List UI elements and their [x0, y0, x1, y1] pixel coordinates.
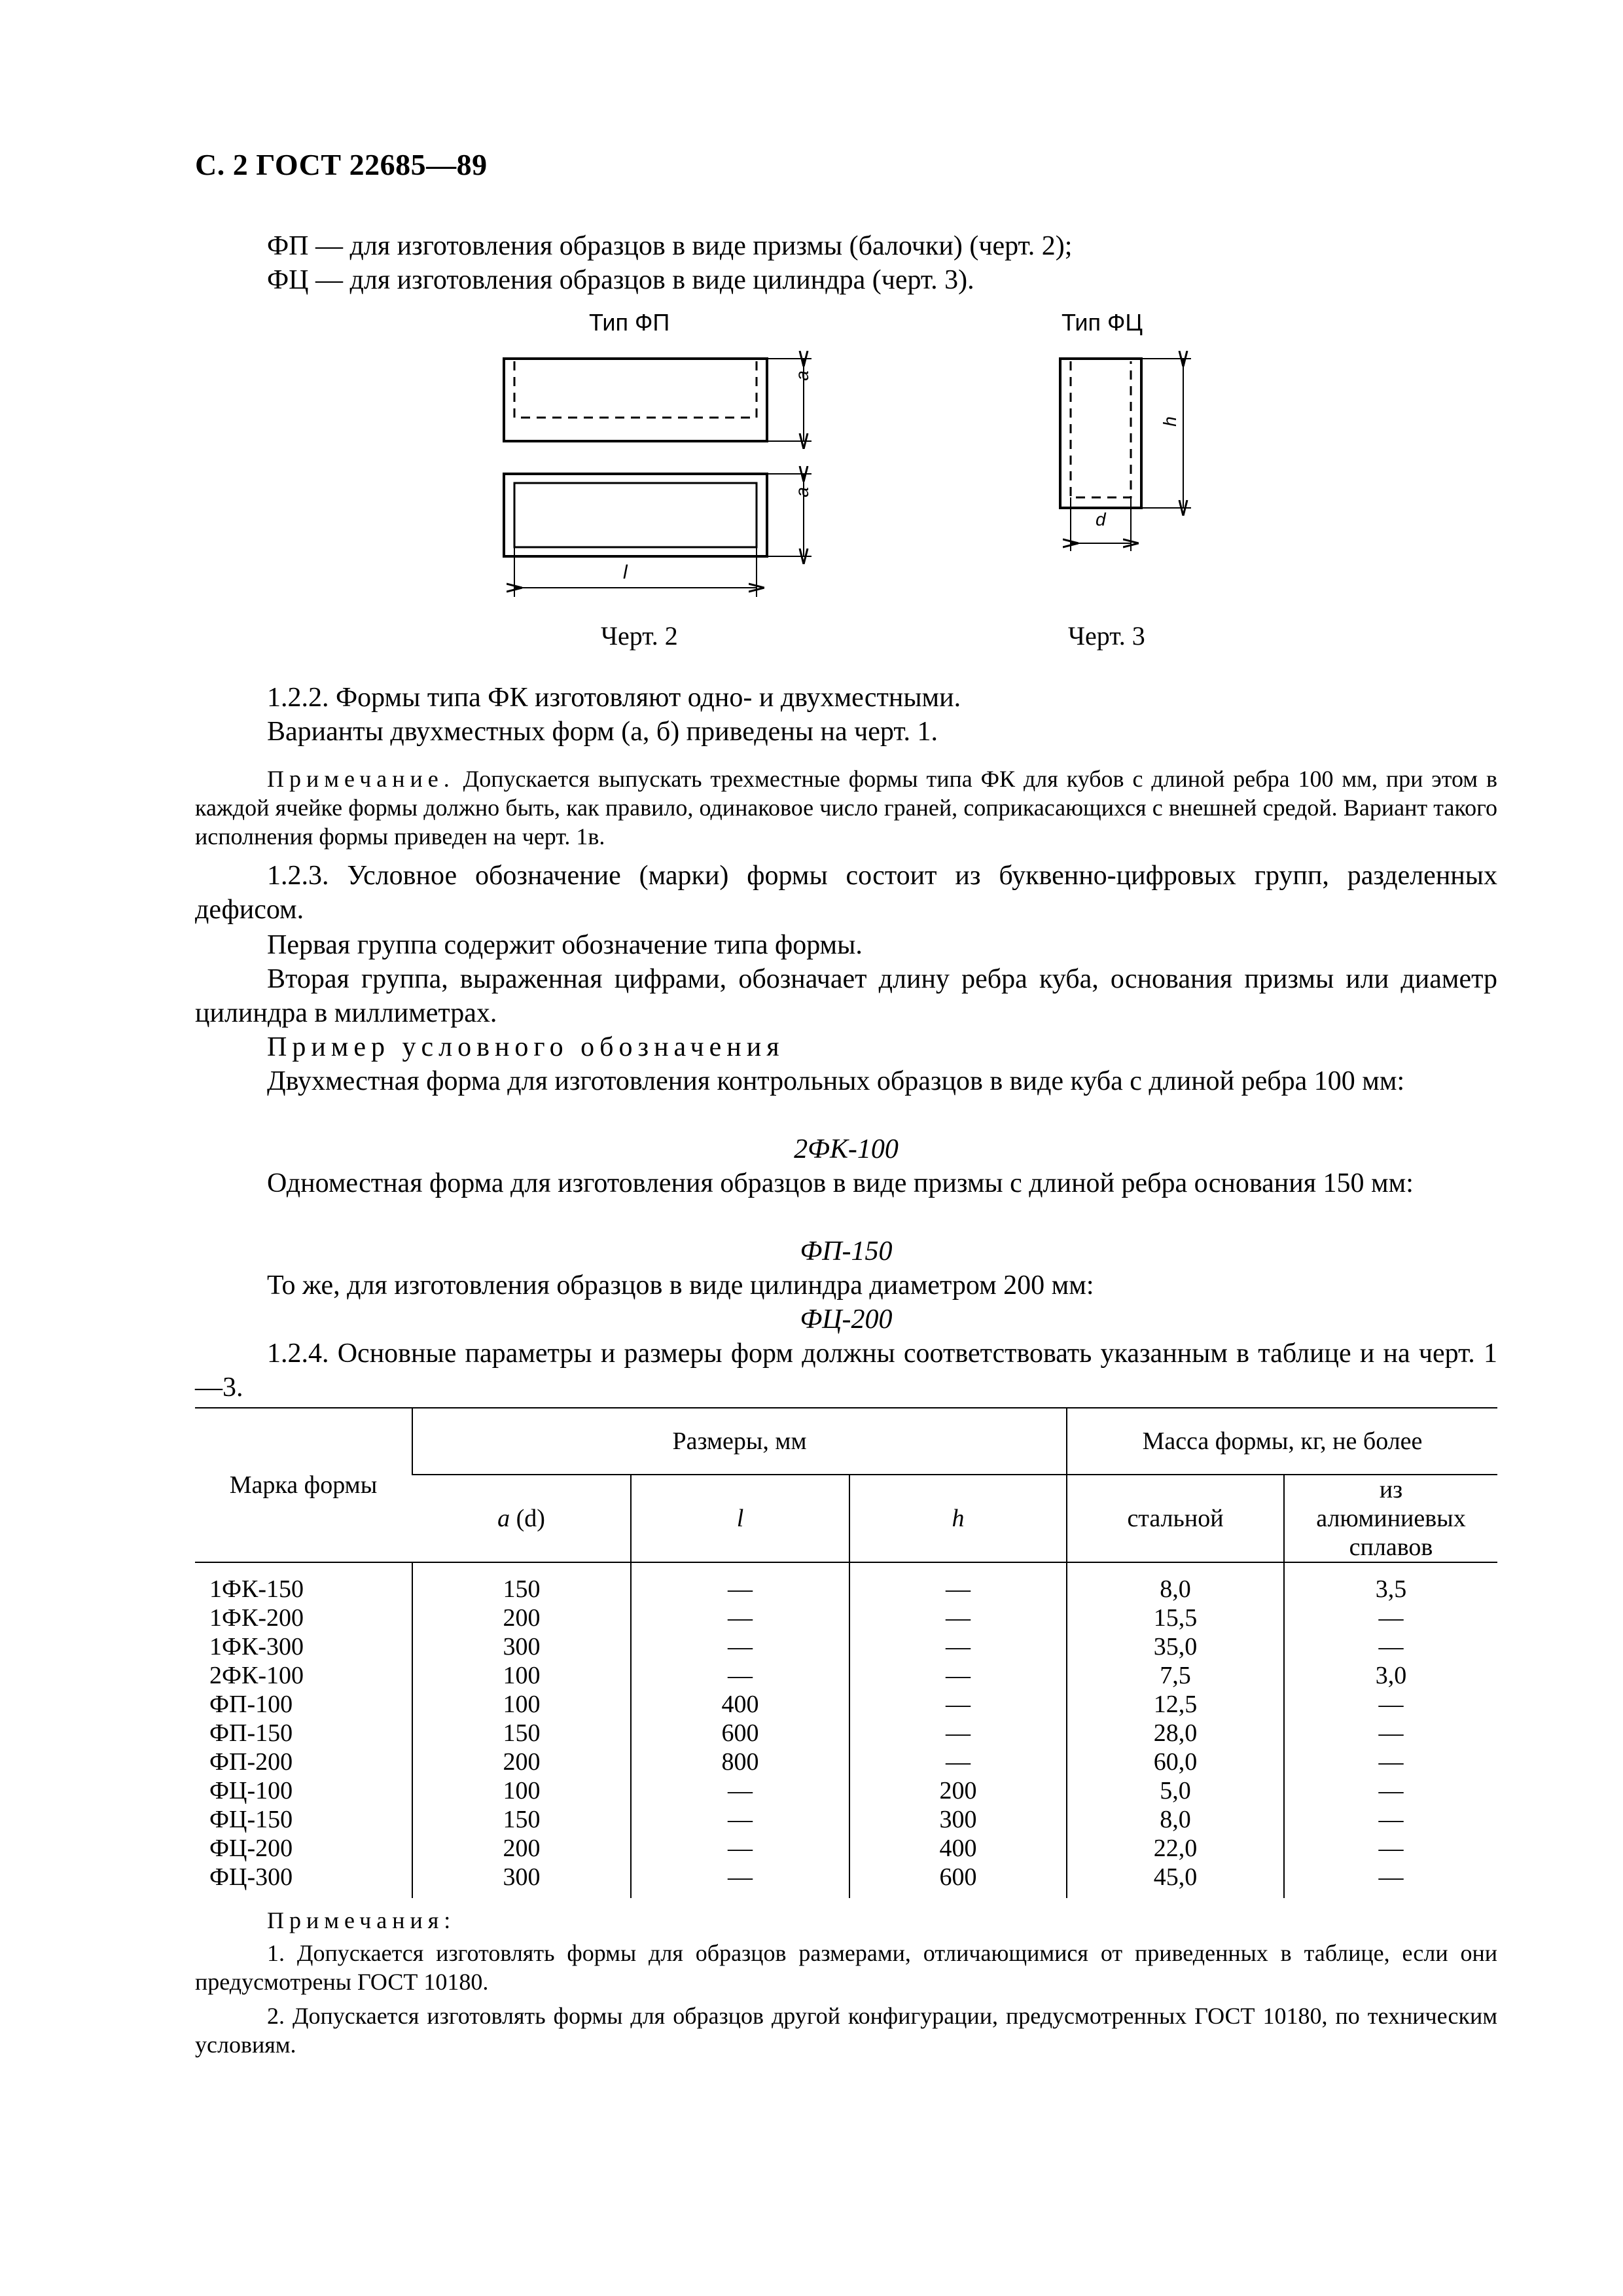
fc-dim-d: d — [1096, 509, 1106, 529]
value-cell: 150 — [412, 1805, 631, 1834]
form-mark-cell: 1ФК-300 — [209, 1633, 304, 1660]
value-cell: — — [631, 1562, 849, 1604]
note-text: Допускается выпускать трехместные формы типа ФК для кубов с длиной ребра 100 мм, при этом в каждой ячейке формы должно быть, как правило, одинаковое число граней, соприкасающихся с внешней средой. Вариант такого исполнения формы приведен на черт. 1в. — [195, 766, 1497, 850]
value-cell: 28,0 — [1067, 1719, 1284, 1748]
value-cell: 45,0 — [1067, 1863, 1284, 1898]
header-steel: стальной — [1067, 1475, 1284, 1562]
value-cell: 15,5 — [1067, 1604, 1284, 1632]
value-cell: 200 — [412, 1834, 631, 1863]
table-row — [195, 1562, 1497, 1604]
figure-fc-drawing — [1047, 340, 1217, 556]
section-1-2-3-first-group: Первая группа содержит обозначение типа формы. — [267, 930, 863, 960]
value-cell: 60,0 — [1067, 1748, 1284, 1776]
value-cell: 8,0 — [1067, 1805, 1284, 1834]
note-three-place-forms — [195, 764, 1497, 851]
example-2-text: Одноместная форма для изготовления образцов в виде призмы с длиной ребра основания 150 мм: — [267, 1168, 1414, 1198]
table-row — [195, 1604, 1497, 1632]
value-cell: 100 — [412, 1690, 631, 1719]
figure-2-caption: Черт. 2 — [601, 621, 678, 651]
example-2-code: ФП-150 — [800, 1236, 893, 1266]
page-header: С. 2 ГОСТ 22685—89 — [195, 148, 488, 181]
value-cell: 22,0 — [1067, 1834, 1284, 1863]
value-cell: — — [849, 1661, 1067, 1690]
value-cell: 150 — [412, 1719, 631, 1748]
value-cell: 12,5 — [1067, 1690, 1284, 1719]
example-1-code: 2ФК-100 — [794, 1134, 899, 1164]
value-cell: — — [631, 1604, 849, 1632]
value-cell: 400 — [631, 1690, 849, 1719]
header-mass: Масса формы, кг, не более — [1067, 1408, 1497, 1475]
table-row — [195, 1834, 1497, 1863]
value-cell: — — [1284, 1632, 1497, 1661]
example-heading: Пример условного обозначения — [267, 1032, 785, 1062]
value-cell: 600 — [849, 1863, 1067, 1898]
header-l: l — [631, 1475, 849, 1562]
fp-top-outline — [504, 359, 767, 441]
header-h: h — [849, 1475, 1067, 1562]
value-cell: — — [849, 1562, 1067, 1604]
value-cell: 300 — [849, 1805, 1067, 1834]
fp-dim-l: l — [623, 562, 628, 583]
value-cell: 100 — [412, 1776, 631, 1805]
value-cell: — — [631, 1863, 849, 1898]
value-cell: 35,0 — [1067, 1632, 1284, 1661]
figure-fc-title: Тип ФЦ — [1061, 309, 1143, 336]
table-row — [195, 1805, 1497, 1834]
value-cell: 7,5 — [1067, 1661, 1284, 1690]
value-cell: — — [1284, 1834, 1497, 1863]
form-mark-cell: 1ФК-150 — [209, 1575, 304, 1603]
example-3-code: ФЦ-200 — [800, 1304, 893, 1335]
value-cell: 300 — [412, 1863, 631, 1898]
fp-bottom-inner — [514, 483, 757, 547]
section-1-2-2: 1.2.2. Формы типа ФК изготовляют одно- и двухместными. — [267, 683, 961, 713]
fc-hidden-lines — [1071, 361, 1131, 497]
note-1: 1. Допускается изготовлять формы для образцов размерами, отличающимися от приведенных в таблице, если они предусмотрены ГОСТ 10180. — [195, 1940, 1497, 1995]
figure-3-caption: Черт. 3 — [1068, 621, 1145, 651]
value-cell: 600 — [631, 1719, 849, 1748]
example-1-text: Двухместная форма для изготовления контрольных образцов в виде куба с длиной ребра 100 мм: — [267, 1066, 1405, 1096]
section-1-2-3-second-group: Вторая группа, выраженная цифрами, обозначает длину ребра куба, основания призмы или диаметр цилиндра в миллиметрах. — [195, 964, 1497, 1028]
value-cell: — — [1284, 1805, 1497, 1834]
table-row — [195, 1748, 1497, 1776]
form-mark-cell: ФЦ-200 — [209, 1835, 293, 1862]
form-mark-cell: ФП-100 — [209, 1691, 293, 1718]
table-row — [195, 1661, 1497, 1690]
value-cell: 300 — [412, 1632, 631, 1661]
value-cell: — — [1284, 1604, 1497, 1632]
value-cell: 8,0 — [1067, 1562, 1284, 1604]
intro-line-fc: ФЦ — для изготовления образцов в виде цилиндра (черт. 3). — [267, 265, 974, 295]
value-cell: 100 — [412, 1661, 631, 1690]
table-body — [195, 1562, 1497, 1898]
value-cell: — — [1284, 1690, 1497, 1719]
header-sizes: Размеры, мм — [412, 1408, 1067, 1475]
figure-fp-title: Тип ФП — [589, 309, 670, 336]
value-cell: — — [631, 1632, 849, 1661]
note-2: 2. Допускается изготовлять формы для образцов другой конфигурации, предусмотренных ГОСТ 10180, по техническим условиям. — [195, 2003, 1497, 2058]
form-mark-cell: ФП-200 — [209, 1748, 293, 1776]
table-row — [195, 1632, 1497, 1661]
value-cell: 400 — [849, 1834, 1067, 1863]
form-mark-cell: 2ФК-100 — [209, 1662, 304, 1689]
value-cell: 800 — [631, 1748, 849, 1776]
value-cell: — — [1284, 1748, 1497, 1776]
value-cell: — — [1284, 1719, 1497, 1748]
value-cell: 5,0 — [1067, 1776, 1284, 1805]
section-1-2-4: 1.2.4. Основные параметры и размеры форм должны соответствовать указанным в таблице и на черт. 1—3. — [195, 1338, 1497, 1403]
section-1-2-3: 1.2.3. Условное обозначение (марки) формы состоит из буквенно-цифровых групп, разделенных дефисом. — [195, 861, 1497, 925]
table-row — [195, 1690, 1497, 1719]
value-cell: — — [1284, 1776, 1497, 1805]
value-cell: — — [1284, 1863, 1497, 1898]
value-cell: — — [631, 1661, 849, 1690]
value-cell: — — [631, 1834, 849, 1863]
notes-heading: Примечания: — [267, 1907, 456, 1933]
note-label: Примечание. — [267, 766, 455, 792]
value-cell: 3,5 — [1284, 1562, 1497, 1604]
fp-bottom-dim-a: a — [791, 487, 812, 497]
value-cell: — — [631, 1776, 849, 1805]
example-3-text: То же, для изготовления образцов в виде цилиндра диаметром 200 мм: — [267, 1270, 1094, 1300]
table-row — [195, 1719, 1497, 1748]
fp-top-dim-a: a — [791, 370, 812, 381]
value-cell: — — [631, 1805, 849, 1834]
form-mark-cell: 1ФК-200 — [209, 1604, 304, 1632]
value-cell: — — [849, 1632, 1067, 1661]
value-cell: 200 — [412, 1604, 631, 1632]
table-row — [195, 1776, 1497, 1805]
forms-parameters-table — [195, 1407, 1497, 1898]
header-form-mark: Марка формы — [195, 1408, 412, 1562]
value-cell: 3,0 — [1284, 1661, 1497, 1690]
form-mark-cell: ФЦ-300 — [209, 1863, 293, 1891]
value-cell: 200 — [849, 1776, 1067, 1805]
value-cell: 200 — [412, 1748, 631, 1776]
value-cell: — — [849, 1604, 1067, 1632]
value-cell: — — [849, 1690, 1067, 1719]
header-aluminum: из алюминиевых сплавов — [1284, 1475, 1497, 1562]
fp-top-hidden-lines — [514, 361, 757, 418]
value-cell: — — [849, 1719, 1067, 1748]
table-row — [195, 1863, 1497, 1898]
fp-bottom-outline — [504, 474, 767, 556]
section-1-2-2-variants: Варианты двухместных форм (а, б) приведены на черт. 1. — [267, 717, 938, 747]
form-mark-cell: ФЦ-150 — [209, 1806, 293, 1833]
fc-dim-h: h — [1159, 416, 1180, 427]
value-cell: 150 — [412, 1562, 631, 1604]
fc-outline — [1060, 359, 1141, 508]
form-mark-cell: ФЦ-100 — [209, 1777, 293, 1804]
form-mark-cell: ФП-150 — [209, 1719, 293, 1747]
value-cell: — — [849, 1748, 1067, 1776]
intro-line-fp: ФП — для изготовления образцов в виде призмы (балочки) (черт. 2); — [267, 231, 1073, 261]
header-a-d: a (d) — [412, 1475, 631, 1562]
